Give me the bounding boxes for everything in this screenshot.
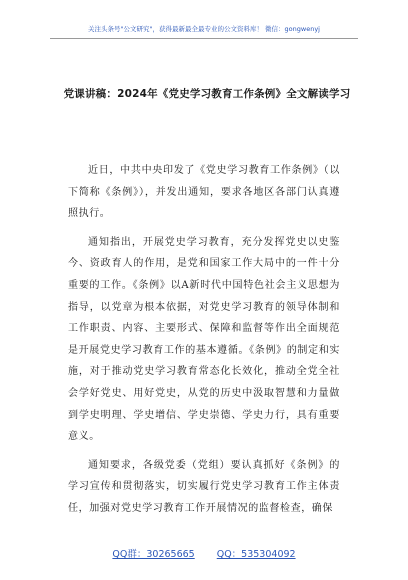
paragraph: 通知指出，开展党史学习教育，充分发挥党史以史鉴今、资政育人的作用，是党和国家工作大局中的一件十分重要的工作。《条例》以A新时代中国特色社会主义思想为指导，以党章为根本依据，对党史学习教育的领导体制和工作职责、内容、主要形式、保障和监督等作出全面规范是开展党史学习教育工作的基本遵循。《条例》的制定和实施，对于推动党史学习教育常态化长效化，推动全党全社会学好党史、用好党史，从党的历史中汲取智慧和力量做到学史明理、学史增信、学史崇德、学史力行，具有重要意义。 bbox=[68, 236, 340, 443]
paragraph: 近日，中共中央印发了《党史学习教育工作条例》（以下简称《条例》），并发出通知，要求各地区各部门认真遵照执行。 bbox=[68, 165, 340, 220]
document-body bbox=[68, 160, 340, 527]
document-title: 党课讲稿：2024年《党史学习教育工作条例》全文解读学习 bbox=[63, 88, 351, 100]
qq-group-link[interactable]: QQ群：30265665 bbox=[112, 549, 195, 560]
header-divider bbox=[50, 38, 358, 39]
paragraph: 通知要求，各级党委（党组）要认真抓好《条例》的学习宣传和贯彻落实，切实履行党史学习教育工作主体责任，加强对党史学习教育工作开展情况的监督检查，确保 bbox=[68, 459, 340, 514]
qq-contact-link[interactable]: QQ：535304092 bbox=[216, 549, 296, 560]
footer-contact bbox=[0, 546, 408, 560]
header-promo-text: 关注头条号"公文研究"，获得最新最全最专业的公文资料库！ 微信：gongwenyj bbox=[88, 25, 320, 33]
